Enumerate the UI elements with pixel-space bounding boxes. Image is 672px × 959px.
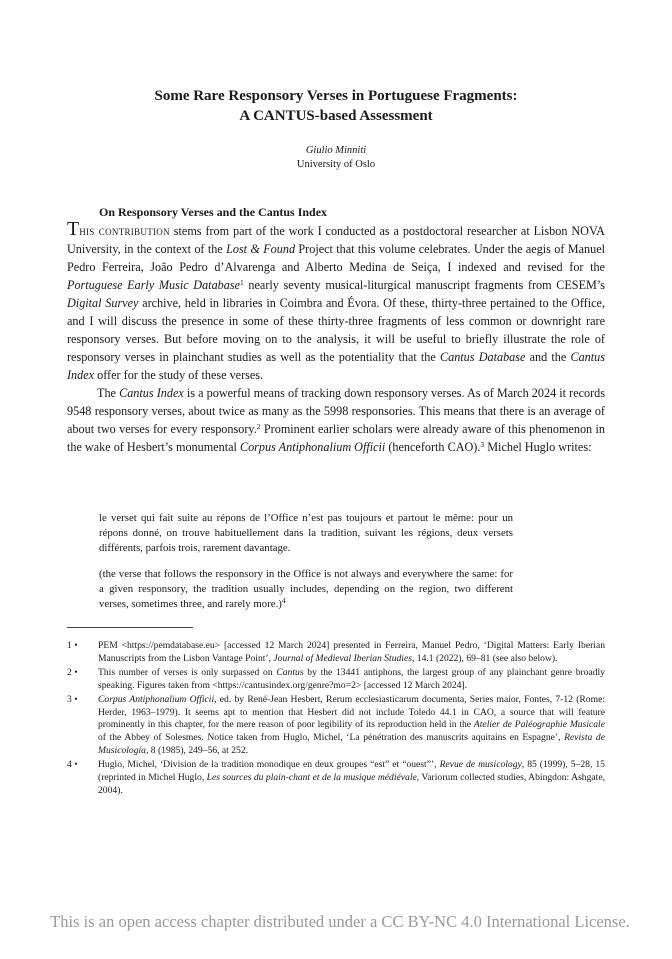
text-run: stems from part of the work I conducted as a postdoctoral researcher at Lisbon NOVA University, in the context of the (67, 224, 605, 256)
text-run: archive, held in libraries in Coimbra and Évora. Of these, thirty-three pertained to the Office, and I will discuss the presence in some of these thirty-three fragments of less common or downright rare responsory verses. But before moving on to the analysis, it will be useful to briefly illustrate the role of responsory verses in plainchant studies as well as the potentiality that the (67, 296, 605, 364)
footnote-number: 2 • (67, 666, 78, 678)
text-run: is a powerful means of tracking down responsory verses. As of March 2024 it records 9548 responsory verses, about twice as many as the 5998 responsories. This means that there is an average of about two verses for every responsory. (67, 386, 606, 436)
text-run: offer for the study of these verses. (94, 368, 264, 382)
chapter-title (60, 86, 612, 126)
text-run: nearly seventy musical-liturgical manuscript fragments from CESEM’s (243, 278, 605, 292)
drop-cap: T (67, 218, 80, 240)
footnote-ref[interactable]: 1 (240, 278, 244, 287)
italic-run: Journal of Medieval Iberian Studies (273, 652, 412, 664)
text-run: Michel Huglo writes: (484, 440, 592, 454)
footnote-number: 1 • (67, 640, 78, 651)
italic-run: Lost & Found (226, 242, 296, 256)
text-run: and the (525, 350, 571, 364)
text-run: , 85 (1999), 5–28, 15 (reprinted in Michel Huglo, (98, 759, 605, 784)
footnotes (67, 640, 605, 799)
text-run: PEM <https://pemdatabase.eu> [accessed 12 March 2024] presented in Ferreira, Manuel Pedro, ‘Digital Matters: Early Iberian Manuscripts from the Lisbon Vantage Point’, (98, 640, 605, 664)
text-run: , 8 (1985), 249–56, at 252. (145, 745, 249, 757)
italic-run: Digital Survey (67, 296, 139, 310)
footnote-2 (67, 667, 605, 693)
text-run: (henceforth CAO). (385, 440, 481, 454)
license-notice: This is an open access chapter distributed under a CC BY-NC 4.0 International License. (50, 912, 630, 931)
footnote-number: 4 • (67, 759, 78, 771)
italic-run: Revista de Musicología (98, 732, 605, 757)
italic-run: Atelier de Paléographie Musicale (473, 719, 605, 731)
text-run: of the Abbey of Solesmes. Notice taken from Huglo, Michel, ‘La pénétration des manuscrits aquitains en Espagne’, (98, 732, 565, 744)
text-run: The (97, 386, 120, 400)
italic-run: Portuguese Early Music Database (67, 278, 241, 292)
author-name: Giulio Minniti (305, 145, 367, 156)
footnote-number: 3 • (67, 693, 78, 705)
title-line-2: A CANTUS-based Assessment (239, 108, 433, 124)
italic-run: Les sources du plain-chant et de la musique médiévale (206, 772, 417, 784)
footnote-1 (67, 640, 605, 666)
footnote-3 (67, 694, 605, 759)
footnote-4 (67, 759, 605, 798)
text-run: by the 13441 antiphons, the largest group of any plainchant genre broadly speaking. Figures taken from <https://cantusindex.org/genre?mo=2> [accessed 12 March 2024]. (98, 666, 605, 691)
italic-run: Cantus Database (439, 350, 526, 364)
text-run: , ed. by René-Jean Hesbert, Rerum ecclesiasticarum documenta, Series maior, Fontes, 7-12 (Rome: Herder, 1963–1979). It seems apt to mention that Hesbert did not include Toledo 44.1 in CAO, a source that will feature prominently in this chapter, for the mere reason of poor legibility of its reproduction held in the (98, 693, 605, 731)
footnote-divider (67, 627, 193, 628)
text-run: Prominent earlier scholars were already aware of this phenomenon in the wake of Hesbert’s monumental (67, 422, 605, 454)
body-text (67, 218, 606, 456)
small-caps-lead: his contribution (79, 224, 170, 238)
text-run: This number of verses is only surpassed on (98, 666, 277, 678)
paragraph-2 (67, 384, 605, 456)
section-heading: On Responsory Verses and the Cantus Index (99, 205, 328, 219)
italic-run: Cantus Index (119, 386, 184, 400)
italic-run: Corpus Antiphonalium Officii (239, 440, 386, 454)
footnote-ref[interactable]: 2 (256, 422, 261, 431)
text-run: (the verse that follows the responsory in the Office is not always and everywhere the same: for a given responsory, the tradition usually includes, depending on the region, two different verses, sometimes three, and rarely more.) (99, 568, 513, 610)
paragraph-1 (67, 218, 605, 384)
author-affiliation: University of Oslo (296, 159, 376, 170)
footnote-ref[interactable]: 4 (281, 596, 286, 605)
text-run: , 14.1 (2022), 69–81 (see also below). (411, 652, 558, 664)
italic-run: Cantus Index (67, 350, 605, 382)
italic-run: Corpus Antiphonalium Officii (98, 693, 215, 705)
italic-run: Revue de musicology (439, 759, 522, 771)
footnote-ref[interactable]: 3 (480, 440, 485, 449)
italic-run: Cantus (276, 666, 304, 678)
text-run: , Variorum collected studies, Abingdon: Ashgate, 2004). (98, 772, 605, 796)
author-block (60, 144, 612, 172)
block-quote-translation (99, 567, 513, 612)
text-run: Huglo, Michel, ‘Division de la tradition monodique en deux groupes “est” et “ouest”’, (98, 759, 440, 771)
title-line-1: Some Rare Responsory Verses in Portuguese Fragments: (154, 88, 518, 104)
text-run: Project that this volume celebrates. Under the aegis of Manuel Pedro Ferreira, João Pedro d’Alvarenga and Alberto Medina de Seiça, I indexed and revised for the (67, 242, 605, 274)
block-quote-french: le verset qui fait suite au répons de l’Office n’est pas toujours et partout le même: pour un répons donné, on trouve habituellement dans la tradition, suivant les régions, deux versets différents, parfois trois, rarement davantage. (99, 512, 513, 554)
